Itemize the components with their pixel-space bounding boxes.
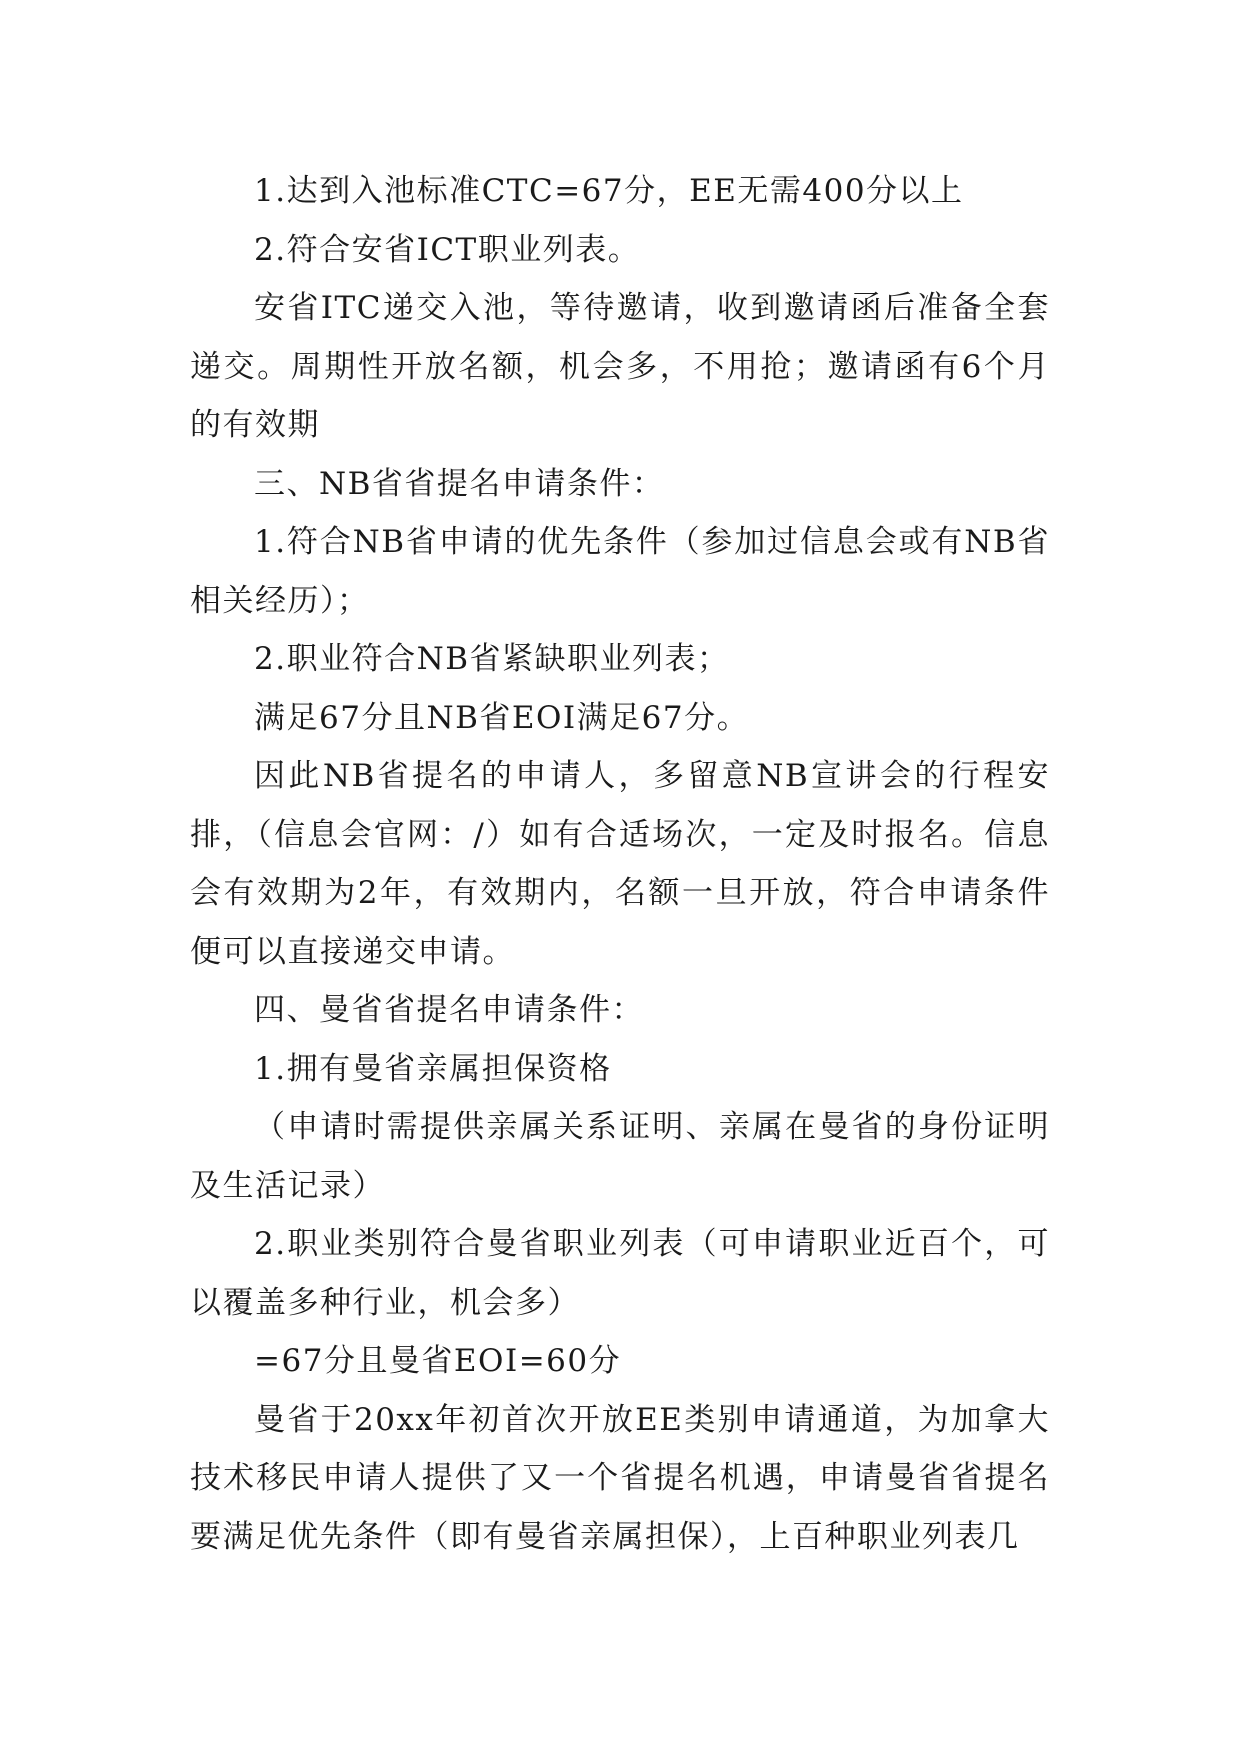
paragraph: =67分且曼省EOI=60分	[254, 1343, 622, 1379]
paragraph: 1.达到入池标准CTC=67分，EE无需400分以上	[254, 173, 964, 209]
section-heading: 四、曼省省提名申请条件：	[254, 992, 644, 1028]
document-body	[190, 162, 1050, 1566]
paragraph: 2.职业符合NB省紧缺职业列表；	[254, 641, 730, 677]
paragraph: 1.符合NB省申请的优先条件（参加过信息会或有NB省相关经历）；	[190, 524, 1050, 619]
paragraph: 因此NB省提名的申请人，多留意NB宣讲会的行程安排，（信息会官网：/）如有合适场次，一定及时报名。信息会有效期为2年，有效期内，名额一旦开放，符合申请条件便可以直接递交申请。	[190, 758, 1050, 970]
paragraph: 2.职业类别符合曼省职业列表（可申请职业近百个，可以覆盖多种行业，机会多）	[190, 1226, 1050, 1321]
paragraph: 2.符合安省ICT职业列表。	[254, 231, 641, 268]
paragraph: 曼省于20xx年初首次开放EE类别申请通道，为加拿大技术移民申请人提供了又一个省提名机遇，申请曼省省提名要满足优先条件（即有曼省亲属担保），上百种职业列表几	[190, 1401, 1050, 1555]
paragraph: （申请时需提供亲属关系证明、亲属在曼省的身份证明及生活记录）	[190, 1109, 1050, 1204]
paragraph: 满足67分且NB省EOI满足67分。	[254, 699, 750, 736]
section-heading: 三、NB省省提名申请条件：	[254, 465, 665, 502]
paragraph: 1.拥有曼省亲属担保资格	[254, 1050, 612, 1087]
paragraph: 安省ITC递交入池，等待邀请，收到邀请函后准备全套递交。周期性开放名额，机会多，不用抢；邀请函有6个月的有效期	[190, 290, 1050, 443]
